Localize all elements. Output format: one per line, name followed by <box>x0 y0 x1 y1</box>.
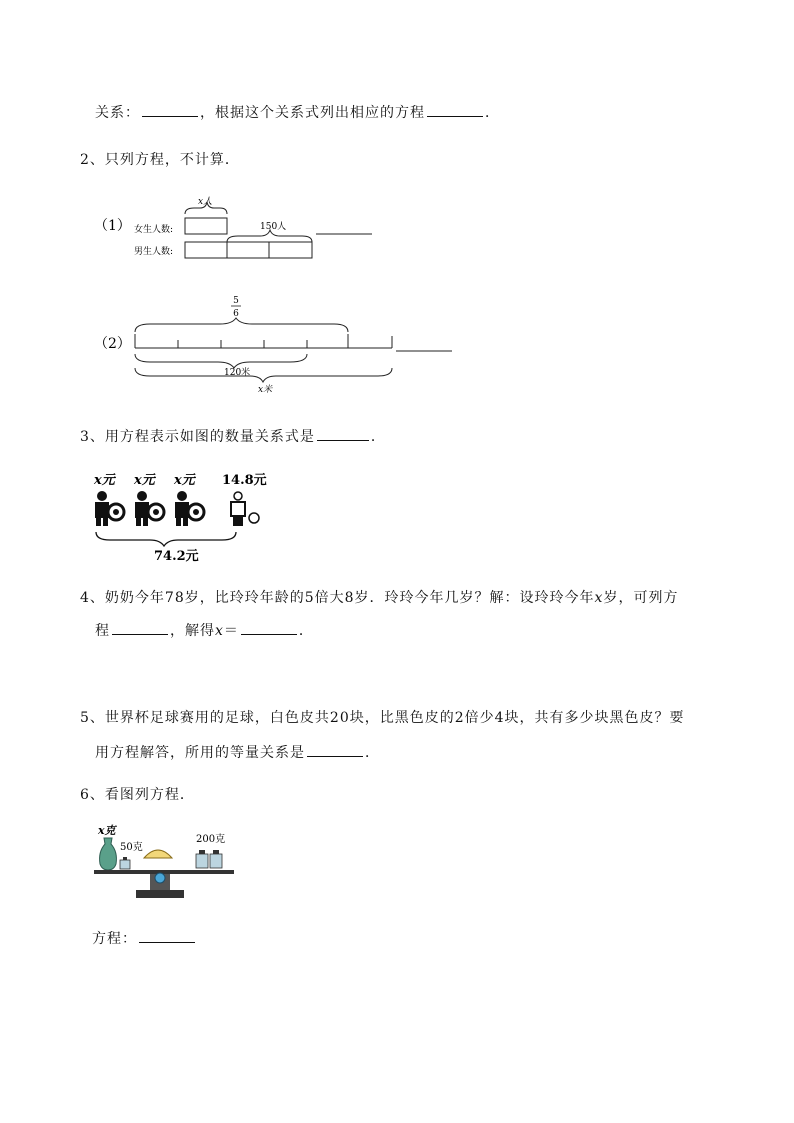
q5-end: ． <box>365 745 380 761</box>
q2-fig2-x-brace <box>135 368 392 382</box>
q1-prefix: 关系： <box>95 105 140 121</box>
toy-robot-icon <box>231 492 259 526</box>
q4-blank-solution[interactable] <box>241 620 297 635</box>
q5-text2: 用方程解答，所用的等量关系是 <box>95 745 305 761</box>
q2-fig2-120-brace <box>135 354 307 368</box>
q3-blank[interactable] <box>317 426 369 441</box>
q4-var2: x <box>215 623 224 639</box>
q2-fig1-150-label: 150人 <box>260 222 287 232</box>
q6-answer-blank[interactable] <box>139 928 195 943</box>
q2-fig1-x-label: x人 <box>198 197 213 207</box>
q1-blank-relation[interactable] <box>142 102 198 117</box>
q2-fig1-row2-label: 男生人数: <box>134 247 174 257</box>
q6-right-weight-label: 200克 <box>196 834 226 845</box>
q2-figure-2 <box>90 290 460 400</box>
q2-figure-1 <box>90 192 390 262</box>
q4-blank-equation[interactable] <box>112 620 168 635</box>
q3-price-4: 14.8元 <box>222 473 267 488</box>
q3-figure <box>88 468 278 568</box>
q5-blank[interactable] <box>307 742 363 757</box>
q6-title: 6、看图列方程． <box>80 787 195 803</box>
q5-line2 <box>95 742 380 763</box>
weight-200g-icon <box>196 850 222 868</box>
q3-title: 3、用方程表示如图的数量关系式是 <box>80 429 315 445</box>
q4-text2a: 程 <box>95 623 110 639</box>
q3-end: ． <box>370 429 386 445</box>
q3-total-brace <box>96 532 236 546</box>
q3-fig-svg <box>88 468 278 568</box>
q4-text1: 4、奶奶今年78岁，比玲玲年龄的5倍大8岁．玲玲今年几岁？解：设玲玲今年 <box>80 590 595 606</box>
q1-tail-line <box>95 102 500 123</box>
q2-fig1-svg <box>90 192 390 262</box>
q2-fig2-frac-den: 6 <box>233 309 239 319</box>
q2-fig2-svg <box>90 290 460 400</box>
q2-title: 2、只列方程，不计算． <box>80 152 240 168</box>
q5-line1: 5、世界杯足球赛用的足球，白色皮共20块，比黑色皮的2倍少4块，共有多少块黑色皮？要 <box>80 710 685 726</box>
q2-fig1-num: （1） <box>94 218 131 234</box>
q1-blank-equation[interactable] <box>427 102 483 117</box>
q3-price-3: x元 <box>174 473 195 488</box>
q3-line <box>80 426 386 447</box>
q1-mid: ，根据这个关系式列出相应的方程 <box>200 105 425 121</box>
q2-fig1-150-brace <box>227 230 312 242</box>
q2-fig2-120-label: 120米 <box>224 368 251 378</box>
q4-text2b: ，解得 <box>170 623 215 639</box>
q6-fig-svg <box>92 822 242 904</box>
q4-var: x <box>594 590 604 606</box>
toy-figure-icon <box>135 491 164 526</box>
q1-end: ． <box>485 105 500 121</box>
q6-answer-line <box>92 928 197 949</box>
q4-text1-end: 岁，可列方 <box>603 590 679 606</box>
weight-50g-icon <box>120 857 130 869</box>
q2-fig2-x-label: x米 <box>258 385 273 395</box>
q3-total-label: 74.2元 <box>154 549 199 564</box>
q2-fig1-boys-bar <box>185 242 312 258</box>
toy-figure-icon <box>95 491 124 526</box>
q2-fig2-num: （2） <box>94 336 131 352</box>
q4-eq: ＝ <box>223 623 239 639</box>
q6-vase-label: x克 <box>98 824 116 837</box>
q3-price-2: x元 <box>134 473 155 488</box>
q2-fig2-frac-num: 5 <box>233 296 239 306</box>
q6-figure <box>92 822 242 904</box>
q3-price-1: x元 <box>94 473 115 488</box>
q2-fig1-girls-bar <box>185 218 227 234</box>
q2-fig2-top-brace <box>135 318 348 332</box>
toy-figure-icon <box>175 491 204 526</box>
q4-text2-end: ． <box>298 623 314 639</box>
q4-line1 <box>80 588 678 608</box>
vase-icon <box>100 838 117 870</box>
q6-small-weight-label: 50克 <box>120 842 143 853</box>
q4-line2 <box>95 620 314 641</box>
q2-fig1-row1-label: 女生人数: <box>134 225 174 235</box>
q6-answer-label: 方程： <box>92 931 137 947</box>
